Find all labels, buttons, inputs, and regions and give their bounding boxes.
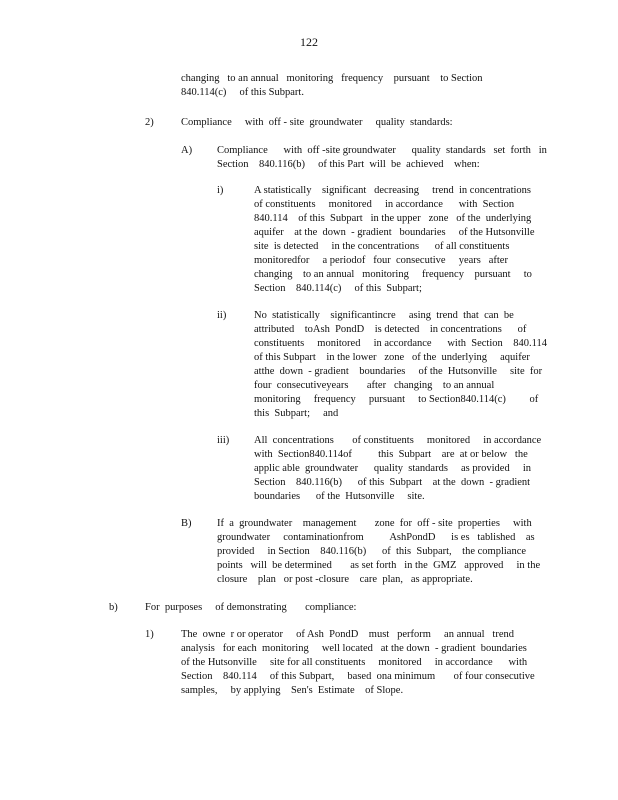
text-line: of the Hutsonville site for all constituents monitored in accordance with <box>181 657 528 668</box>
text-line: A statistically significant decreasing trend in concentrations <box>254 185 532 196</box>
text-line: four consecutiveyears after changing to an annual <box>254 380 495 391</box>
text-line: applic able groundwater quality standards as provided in <box>254 463 532 474</box>
item-heading: For purposes of demonstrating compliance: <box>145 602 357 613</box>
item-marker: ii) <box>217 310 227 321</box>
text-line: of constituents monitored in accordance with Section <box>254 199 515 210</box>
text-line: with Section840.114of this Subpart are at or below the <box>254 449 528 460</box>
text-line: analysis for each monitoring well located at the down - gradient boundaries <box>181 643 527 654</box>
text-line: atthe down - gradient boundaries of the Hutsonville site for <box>254 366 543 377</box>
text-line: aquifer at the down - gradient boundaries of the Hutsonville <box>254 227 535 238</box>
text-line: constituents monitored in accordance with Section 840.114 <box>254 338 547 349</box>
item-heading: Compliance with off - site groundwater quality standards: <box>181 117 453 128</box>
text-line: site is detected in the concentrations of all constituents <box>254 241 510 252</box>
text-line: attributed toAsh PondD is detected in concentrations of <box>254 324 527 335</box>
item-marker: 2) <box>145 117 154 128</box>
text-line: points will be determined as set forth in the GMZ approved in the <box>217 560 541 571</box>
text-line: Section 840.116(b) of this Part will be achieved when: <box>217 159 480 170</box>
item-marker: B) <box>181 518 192 529</box>
text-line: All concentrations of constituents monitored in accordance <box>254 435 542 446</box>
text-line: this Subpart; and <box>254 408 339 419</box>
text-line: changing to an annual monitoring frequency pursuant to Section <box>181 73 483 84</box>
item-marker: A) <box>181 145 193 156</box>
text-line: of this Subpart in the lower zone of the underlying aquifer <box>254 352 530 363</box>
text-line: Compliance with off -site groundwater quality standards set forth in <box>217 145 547 156</box>
text-line: 840.114 of this Subpart in the upper zone of the underlying <box>254 213 532 224</box>
page-number: 122 <box>300 35 318 49</box>
text-line: Section 840.116(b) of this Subpart at the down - gradient <box>254 477 531 488</box>
text-line: Section 840.114 of this Subpart, based ona minimum of four consecutive <box>181 671 535 682</box>
text-line: Section 840.114(c) of this Subpart; <box>254 283 422 294</box>
text-line: changing to an annual monitoring frequency pursuant to <box>254 269 532 280</box>
text-line: If a groundwater management zone for off - site properties with <box>217 518 532 529</box>
text-line: monitoredfor a periodof four consecutive years after <box>254 255 508 266</box>
item-marker: b) <box>109 602 118 613</box>
text-line: provided in Section 840.116(b) of this Subpart, the compliance <box>217 546 527 557</box>
text-line: No statistically significantincre asing trend that can be <box>254 310 514 321</box>
text-line: groundwater contaminationfrom AshPondD is es tablished as <box>217 532 535 543</box>
text-line: The owne r or operator of Ash PondD must perform an annual trend <box>181 629 515 640</box>
text-line: boundaries of the Hutsonville site. <box>254 491 425 502</box>
text-line: monitoring frequency pursuant to Section840.114(c) of <box>254 394 539 405</box>
text-line: closure plan or post -closure care plan, as appropriate. <box>217 574 473 585</box>
item-marker: i) <box>217 185 224 196</box>
item-marker: 1) <box>145 629 154 640</box>
text-line: 840.114(c) of this Subpart. <box>181 87 304 98</box>
item-marker: iii) <box>217 435 230 446</box>
text-line: samples, by applying Sen's Estimate of Slope. <box>181 685 404 696</box>
